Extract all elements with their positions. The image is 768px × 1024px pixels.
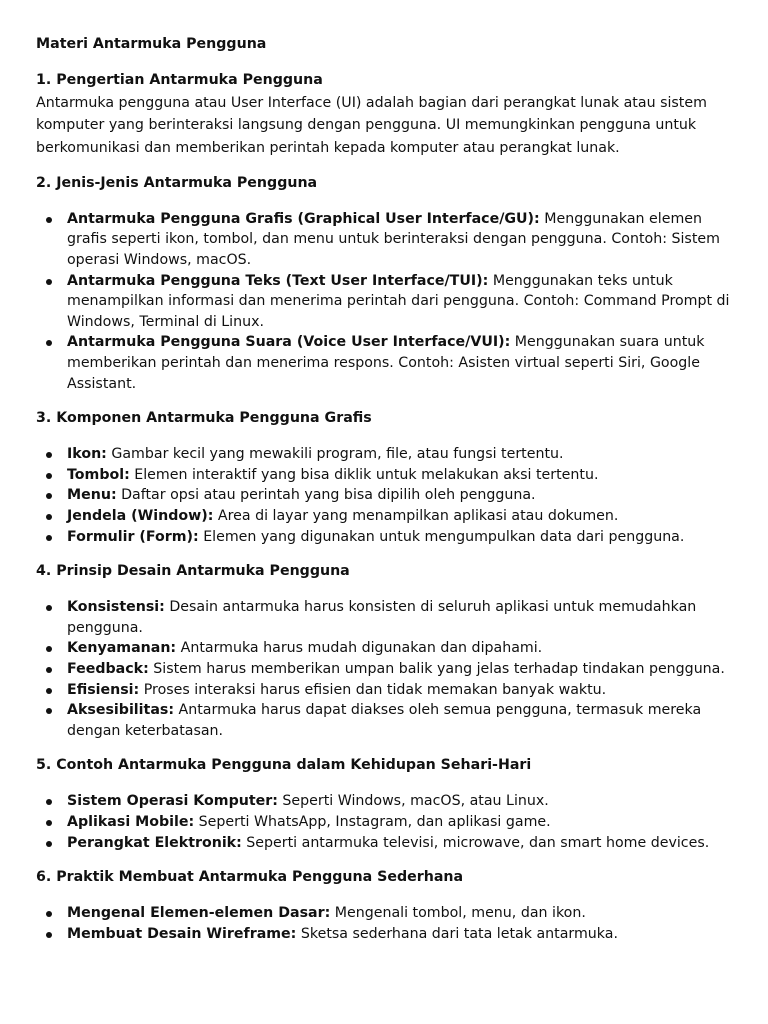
bullet-list: [36, 209, 738, 394]
bullet-icon: [46, 911, 52, 917]
bullet-list: [36, 903, 738, 944]
section-contoh: [36, 755, 738, 853]
section-komponen: [36, 408, 738, 547]
bullet-icon: [46, 535, 52, 541]
list-item: [36, 812, 738, 833]
item-text: Seperti WhatsApp, Instagram, dan aplikasi game.: [194, 813, 551, 830]
bullet-icon: [46, 841, 52, 847]
bullet-list: [36, 444, 738, 547]
item-term: Feedback:: [67, 660, 149, 677]
bullet-icon: [46, 667, 52, 673]
bullet-icon: [46, 605, 52, 611]
bullet-icon: [46, 799, 52, 805]
section-heading: 3. Komponen Antarmuka Pengguna Grafis: [36, 410, 372, 427]
list-item: [36, 444, 738, 465]
bullet-icon: [46, 646, 52, 652]
item-text: Sistem harus memberikan umpan balik yang jelas terhadap tindakan pengguna.: [148, 660, 725, 677]
list-item: [36, 791, 738, 812]
bullet-icon: [46, 279, 52, 285]
section-heading: 1. Pengertian Antarmuka Pengguna: [36, 72, 323, 88]
item-text: Menggunakan suara untuk memberikan perintah dan menerima respons. Contoh: Asisten virtual seperti Siri, Google Assistant.: [67, 334, 705, 392]
list-item: [36, 638, 738, 659]
bullet-list: [36, 597, 738, 741]
item-term: Antarmuka Pengguna Teks (Text User Interface/TUI):: [67, 272, 489, 289]
bullet-icon: [46, 340, 52, 346]
item-term: Formulir (Form):: [67, 528, 199, 545]
document-title: Materi Antarmuka Pengguna: [36, 36, 267, 52]
item-term: Sistem Operasi Komputer:: [67, 793, 278, 810]
list-item: [36, 659, 738, 680]
bullet-icon: [46, 452, 52, 458]
bullet-icon: [46, 514, 52, 520]
item-text: Sketsa sederhana dari tata letak antarmuka.: [296, 925, 618, 942]
item-text: Antarmuka harus dapat diakses oleh semua pengguna, termasuk mereka dengan keterbatasan.: [67, 702, 702, 739]
item-term: Menu:: [67, 487, 117, 504]
bullet-list: [36, 791, 738, 853]
item-term: Ikon:: [67, 446, 107, 463]
item-term: Kenyamanan:: [67, 640, 177, 657]
item-term: Antarmuka Pengguna Grafis (Graphical User Interface/GU):: [67, 210, 540, 227]
item-text: Mengenali tombol, menu, dan ikon.: [330, 905, 586, 922]
item-text: Seperti antarmuka televisi, microwave, dan smart home devices.: [241, 834, 710, 851]
item-term: Tombol:: [67, 466, 130, 483]
section-heading: 5. Contoh Antarmuka Pengguna dalam Kehidupan Sehari-Hari: [36, 757, 532, 774]
item-term: Konsistensi:: [67, 599, 165, 616]
section-heading: 2. Jenis-Jenis Antarmuka Pengguna: [36, 174, 318, 191]
list-item: [36, 833, 738, 854]
item-text: Desain antarmuka harus konsisten di seluruh aplikasi untuk memudahkan pengguna.: [67, 599, 697, 636]
bullet-icon: [46, 688, 52, 694]
list-item: [36, 506, 738, 527]
list-item: [36, 924, 738, 945]
item-term: Mengenal Elemen-elemen Dasar:: [67, 905, 331, 922]
item-term: Efisiensi:: [67, 681, 140, 698]
item-term: Jendela (Window):: [67, 508, 214, 525]
list-item: [36, 680, 738, 701]
list-item: [36, 527, 738, 548]
bullet-icon: [46, 473, 52, 479]
section-jenis: [36, 173, 738, 394]
list-item: [36, 332, 738, 394]
list-item: [36, 271, 738, 333]
item-term: Aplikasi Mobile:: [67, 813, 195, 830]
section-praktik: [36, 867, 738, 944]
section-paragraph: Antarmuka pengguna atau User Interface (UI) adalah bagian dari perangkat lunak atau sistem komputer yang berinteraksi langsung dengan pengguna. UI memungkinkan pengguna untuk berkomunikasi dan memberikan perintah kepada komputer atau perangkat lunak.: [36, 95, 707, 156]
item-term: Aksesibilitas:: [67, 702, 175, 719]
list-item: [36, 903, 738, 924]
item-text: Antarmuka harus mudah digunakan dan dipahami.: [176, 640, 543, 657]
item-text: Proses interaksi harus efisien dan tidak memakan banyak waktu.: [139, 681, 607, 698]
list-item: [36, 209, 738, 271]
item-term: Membuat Desain Wireframe:: [67, 925, 297, 942]
list-item: [36, 700, 738, 741]
section-prinsip: [36, 561, 738, 741]
item-text: Gambar kecil yang mewakili program, file, atau fungsi tertentu.: [106, 446, 564, 463]
bullet-icon: [46, 217, 52, 223]
item-text: Menggunakan elemen grafis seperti ikon, tombol, dan menu untuk berinteraksi dengan pengguna. Contoh: Sistem operasi Windows, macOS.: [67, 210, 720, 269]
list-item: [36, 485, 738, 506]
item-text: Area di layar yang menampilkan aplikasi atau dokumen.: [213, 508, 619, 525]
item-text: Daftar opsi atau perintah yang bisa dipilih oleh pengguna.: [116, 487, 536, 504]
item-text: Elemen yang digunakan untuk mengumpulkan data dari pengguna.: [198, 528, 685, 545]
list-item: [36, 597, 738, 638]
bullet-icon: [46, 493, 52, 499]
item-term: Perangkat Elektronik:: [67, 834, 242, 851]
section-pengertian: [36, 70, 738, 159]
list-item: [36, 465, 738, 486]
section-heading: 4. Prinsip Desain Antarmuka Pengguna: [36, 563, 350, 580]
section-heading: 6. Praktik Membuat Antarmuka Pengguna Sederhana: [36, 869, 464, 886]
bullet-icon: [46, 932, 52, 938]
item-term: Antarmuka Pengguna Suara (Voice User Interface/VUI):: [67, 334, 511, 351]
item-text: Menggunakan teks untuk menampilkan informasi dan menerima perintah dari pengguna. Contoh: Command Prompt di Windows, Terminal di Linux.: [67, 272, 730, 330]
bullet-icon: [46, 820, 52, 826]
item-text: Elemen interaktif yang bisa diklik untuk melakukan aksi tertentu.: [129, 466, 599, 483]
item-text: Seperti Windows, macOS, atau Linux.: [277, 793, 549, 810]
bullet-icon: [46, 708, 52, 714]
